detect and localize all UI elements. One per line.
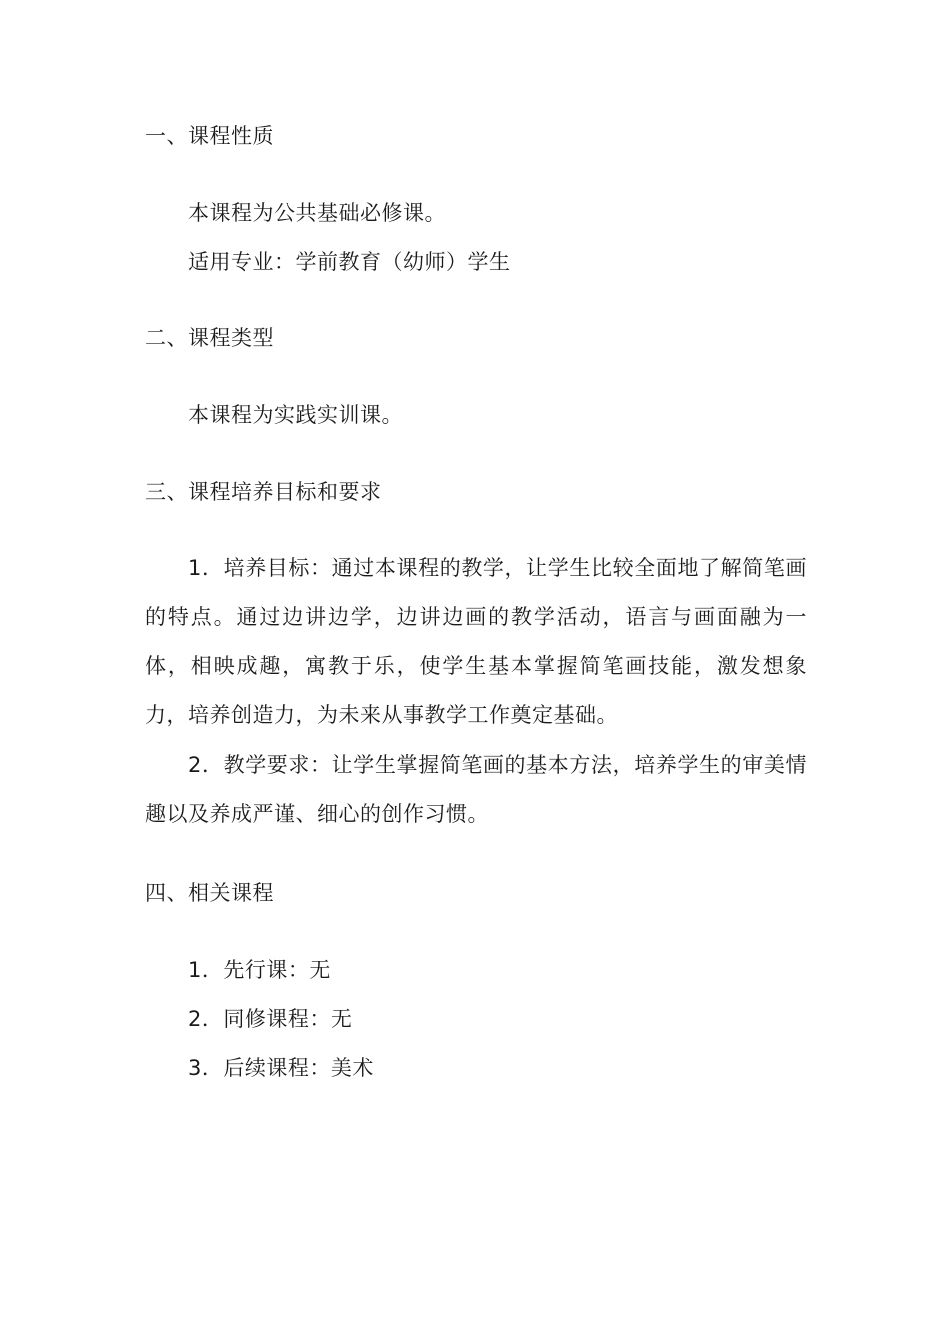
teaching-requirement-paragraph: 2．教学要求：让学生掌握简笔画的基本方法，培养学生的审美情趣以及养成严谨、细心的创作习惯。 xyxy=(145,753,807,826)
concurrent-course-item: 2．同修课程：无 xyxy=(188,1007,353,1031)
course-nature-text: 本课程为公共基础必修课。 xyxy=(188,201,446,225)
section-heading-related: 四、相关课程 xyxy=(145,881,274,905)
section-heading-nature: 一、课程性质 xyxy=(145,124,274,148)
course-type-text: 本课程为实践实训课。 xyxy=(188,403,403,427)
applicable-major-text: 适用专业：学前教育（幼师）学生 xyxy=(188,250,511,274)
subsequent-course-item: 3．后续课程：美术 xyxy=(188,1056,374,1080)
section-heading-goals: 三、课程培养目标和要求 xyxy=(145,480,382,504)
training-goal-paragraph: 1．培养目标：通过本课程的教学，让学生比较全面地了解简笔画的特点。通过边讲边学，边讲边画的教学活动，语言与画面融为一体，相映成趣，寓教于乐，使学生基本掌握简笔画技能，激发想象力，培养创造力，为未来从事教学工作奠定基础。 xyxy=(145,556,807,727)
section-heading-type: 二、课程类型 xyxy=(145,326,274,350)
prerequisite-course-item: 1．先行课：无 xyxy=(188,958,331,982)
